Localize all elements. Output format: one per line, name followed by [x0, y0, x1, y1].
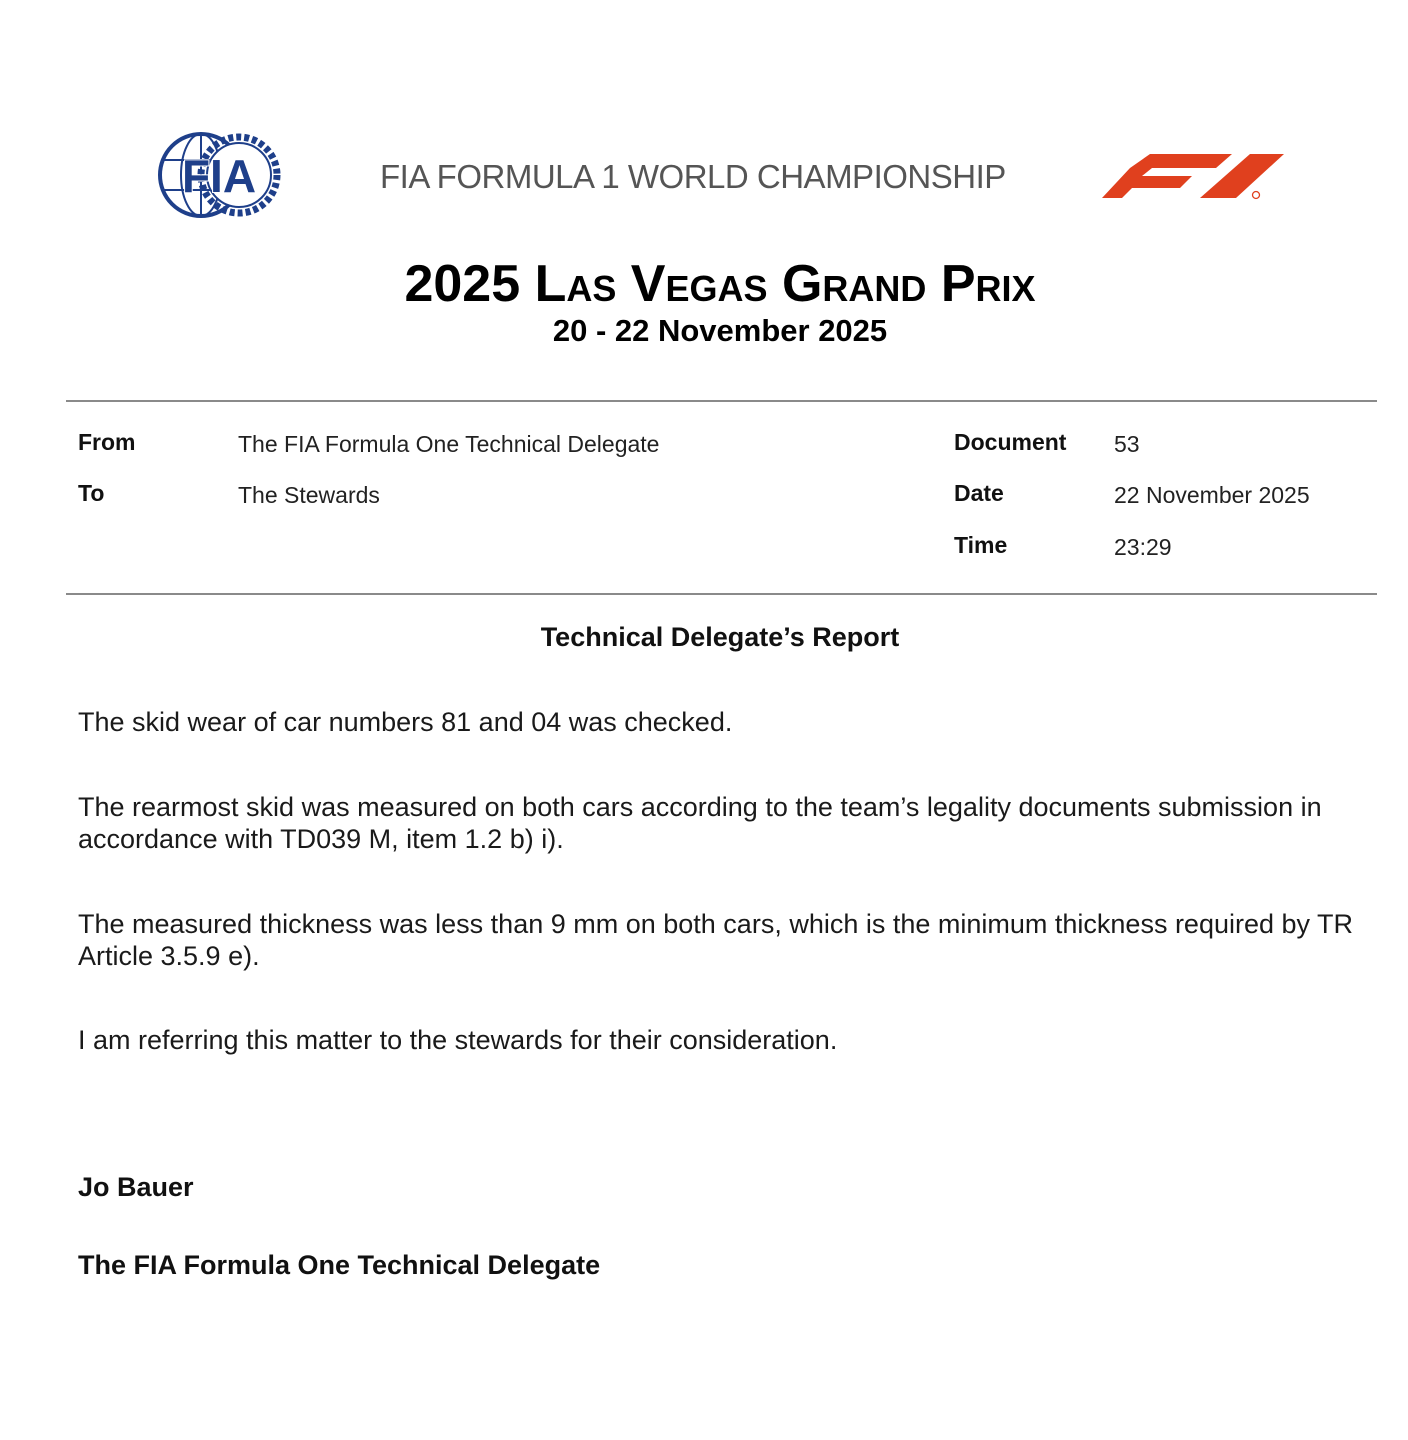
signatory-role: The FIA Formula One Technical Delegate [78, 1250, 601, 1280]
from-value: The FIA Formula One Technical Delegate [238, 431, 660, 457]
fia-globe-logo-icon [155, 130, 283, 220]
championship-title: FIA FORMULA 1 WORLD CHAMPIONSHIP [380, 158, 1006, 195]
to-value: The Stewards [238, 482, 380, 508]
event-dates: 20 - 22 November 2025 [552, 313, 888, 348]
report-paragraph: The measured thickness was less than 9 mm on both cars, which is the minimum thickness required by TR Article 3.5.9 e). [78, 909, 1354, 971]
report-paragraph: The skid wear of car numbers 81 and 04 was checked. [78, 707, 733, 737]
date-value: 22 November 2025 [1114, 482, 1310, 508]
date-label: Date [954, 480, 1004, 506]
signatory-name: Jo Bauer [78, 1172, 194, 1202]
report-paragraph: The rearmost skid was measured on both cars according to the team’s legality documents submission in accordance with TD039 M, item 1.2 b) i). [78, 792, 1322, 854]
to-label: To [78, 480, 105, 506]
report-title: Technical Delegate’s Report [540, 622, 900, 652]
document-label: Document [954, 429, 1067, 455]
from-label: From [78, 429, 136, 455]
bottom-divider [66, 593, 1377, 595]
f1-logo-icon [1100, 148, 1286, 202]
top-divider [66, 400, 1377, 402]
time-label: Time [954, 532, 1008, 558]
document-value: 53 [1114, 431, 1140, 457]
time-value: 23:29 [1114, 534, 1172, 560]
event-title: 2025 Las Vegas Grand Prix [404, 255, 1036, 313]
fia-logo-text: FIA [181, 150, 257, 202]
report-paragraph: I am referring this matter to the stewards for their consideration. [78, 1025, 838, 1055]
